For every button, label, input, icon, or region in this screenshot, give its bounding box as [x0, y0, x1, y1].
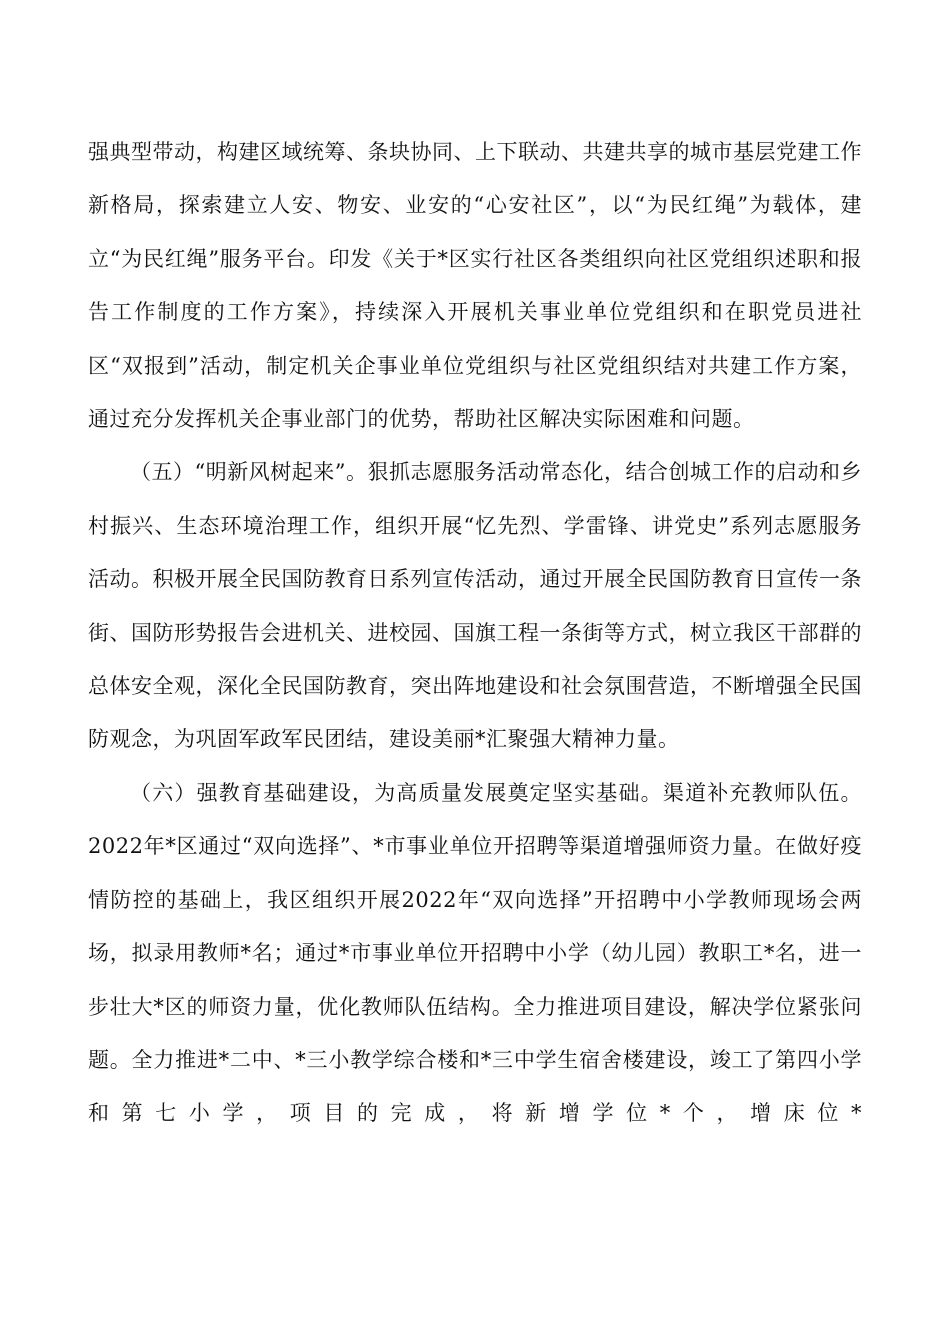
paragraph-section-five: （五）“明新风树起来”。狠抓志愿服务活动常态化，结合创城工作的启动和乡村振兴、生态环境治理工作，组织开展“忆先烈、学雷锋、讲党史”系列志愿服务活动。积极开展全民国防教育日系列宣传活动，通过开展全民国防教育日宣传一条街、国防形势报告会进机关、进校园、国旗工程一条街等方式，树立我区干部群的总体安全观，深化全民国防教育，突出阵地建设和社会氛围营造，不断增强全民国防观念，为巩固军政军民团结，建设美丽*汇聚强大精神力量。	[88, 460, 862, 752]
paragraph-continued: 强典型带动，构建区域统筹、条块协同、上下联动、共建共享的城市基层党建工作新格局，探索建立人安、物安、业安的“心安社区”，以“为民红绳”为载体，建立“为民红绳”服务平台。印发《关于*区实行社区各类组织向社区党组织述职和报告工作制度的工作方案》，持续深入开展机关事业单位党组织和在职党员进社区“双报到”活动，制定机关企事业单位党组织与社区党组织结对共建工作方案，通过充分发挥机关企事业部门的优势，帮助社区解决实际困难和问题。	[88, 140, 862, 432]
document-body	[88, 126, 862, 1141]
paragraph-section-six: （六）强教育基础建设，为高质量发展奠定坚实基础。渠道补充教师队伍。2022年*区通过“双向选择”、*市事业单位开招聘等渠道增强师资力量。在做好疫情防控的基础上，我区组织开展2022年“双向选择”开招聘中小学教师现场会两场，拟录用教师*名；通过*市事业单位开招聘中小学（幼儿园）教职工*名，进一步壮大*区的师资力量，优化教师队伍结构。全力推进项目建设，解决学位紧张问题。全力推进*二中、*三小教学综合楼和*三中学生宿舍楼建设，竣工了第四小学和第七小学，项目的完成，将新增学位*个，增床位*	[88, 780, 862, 1126]
